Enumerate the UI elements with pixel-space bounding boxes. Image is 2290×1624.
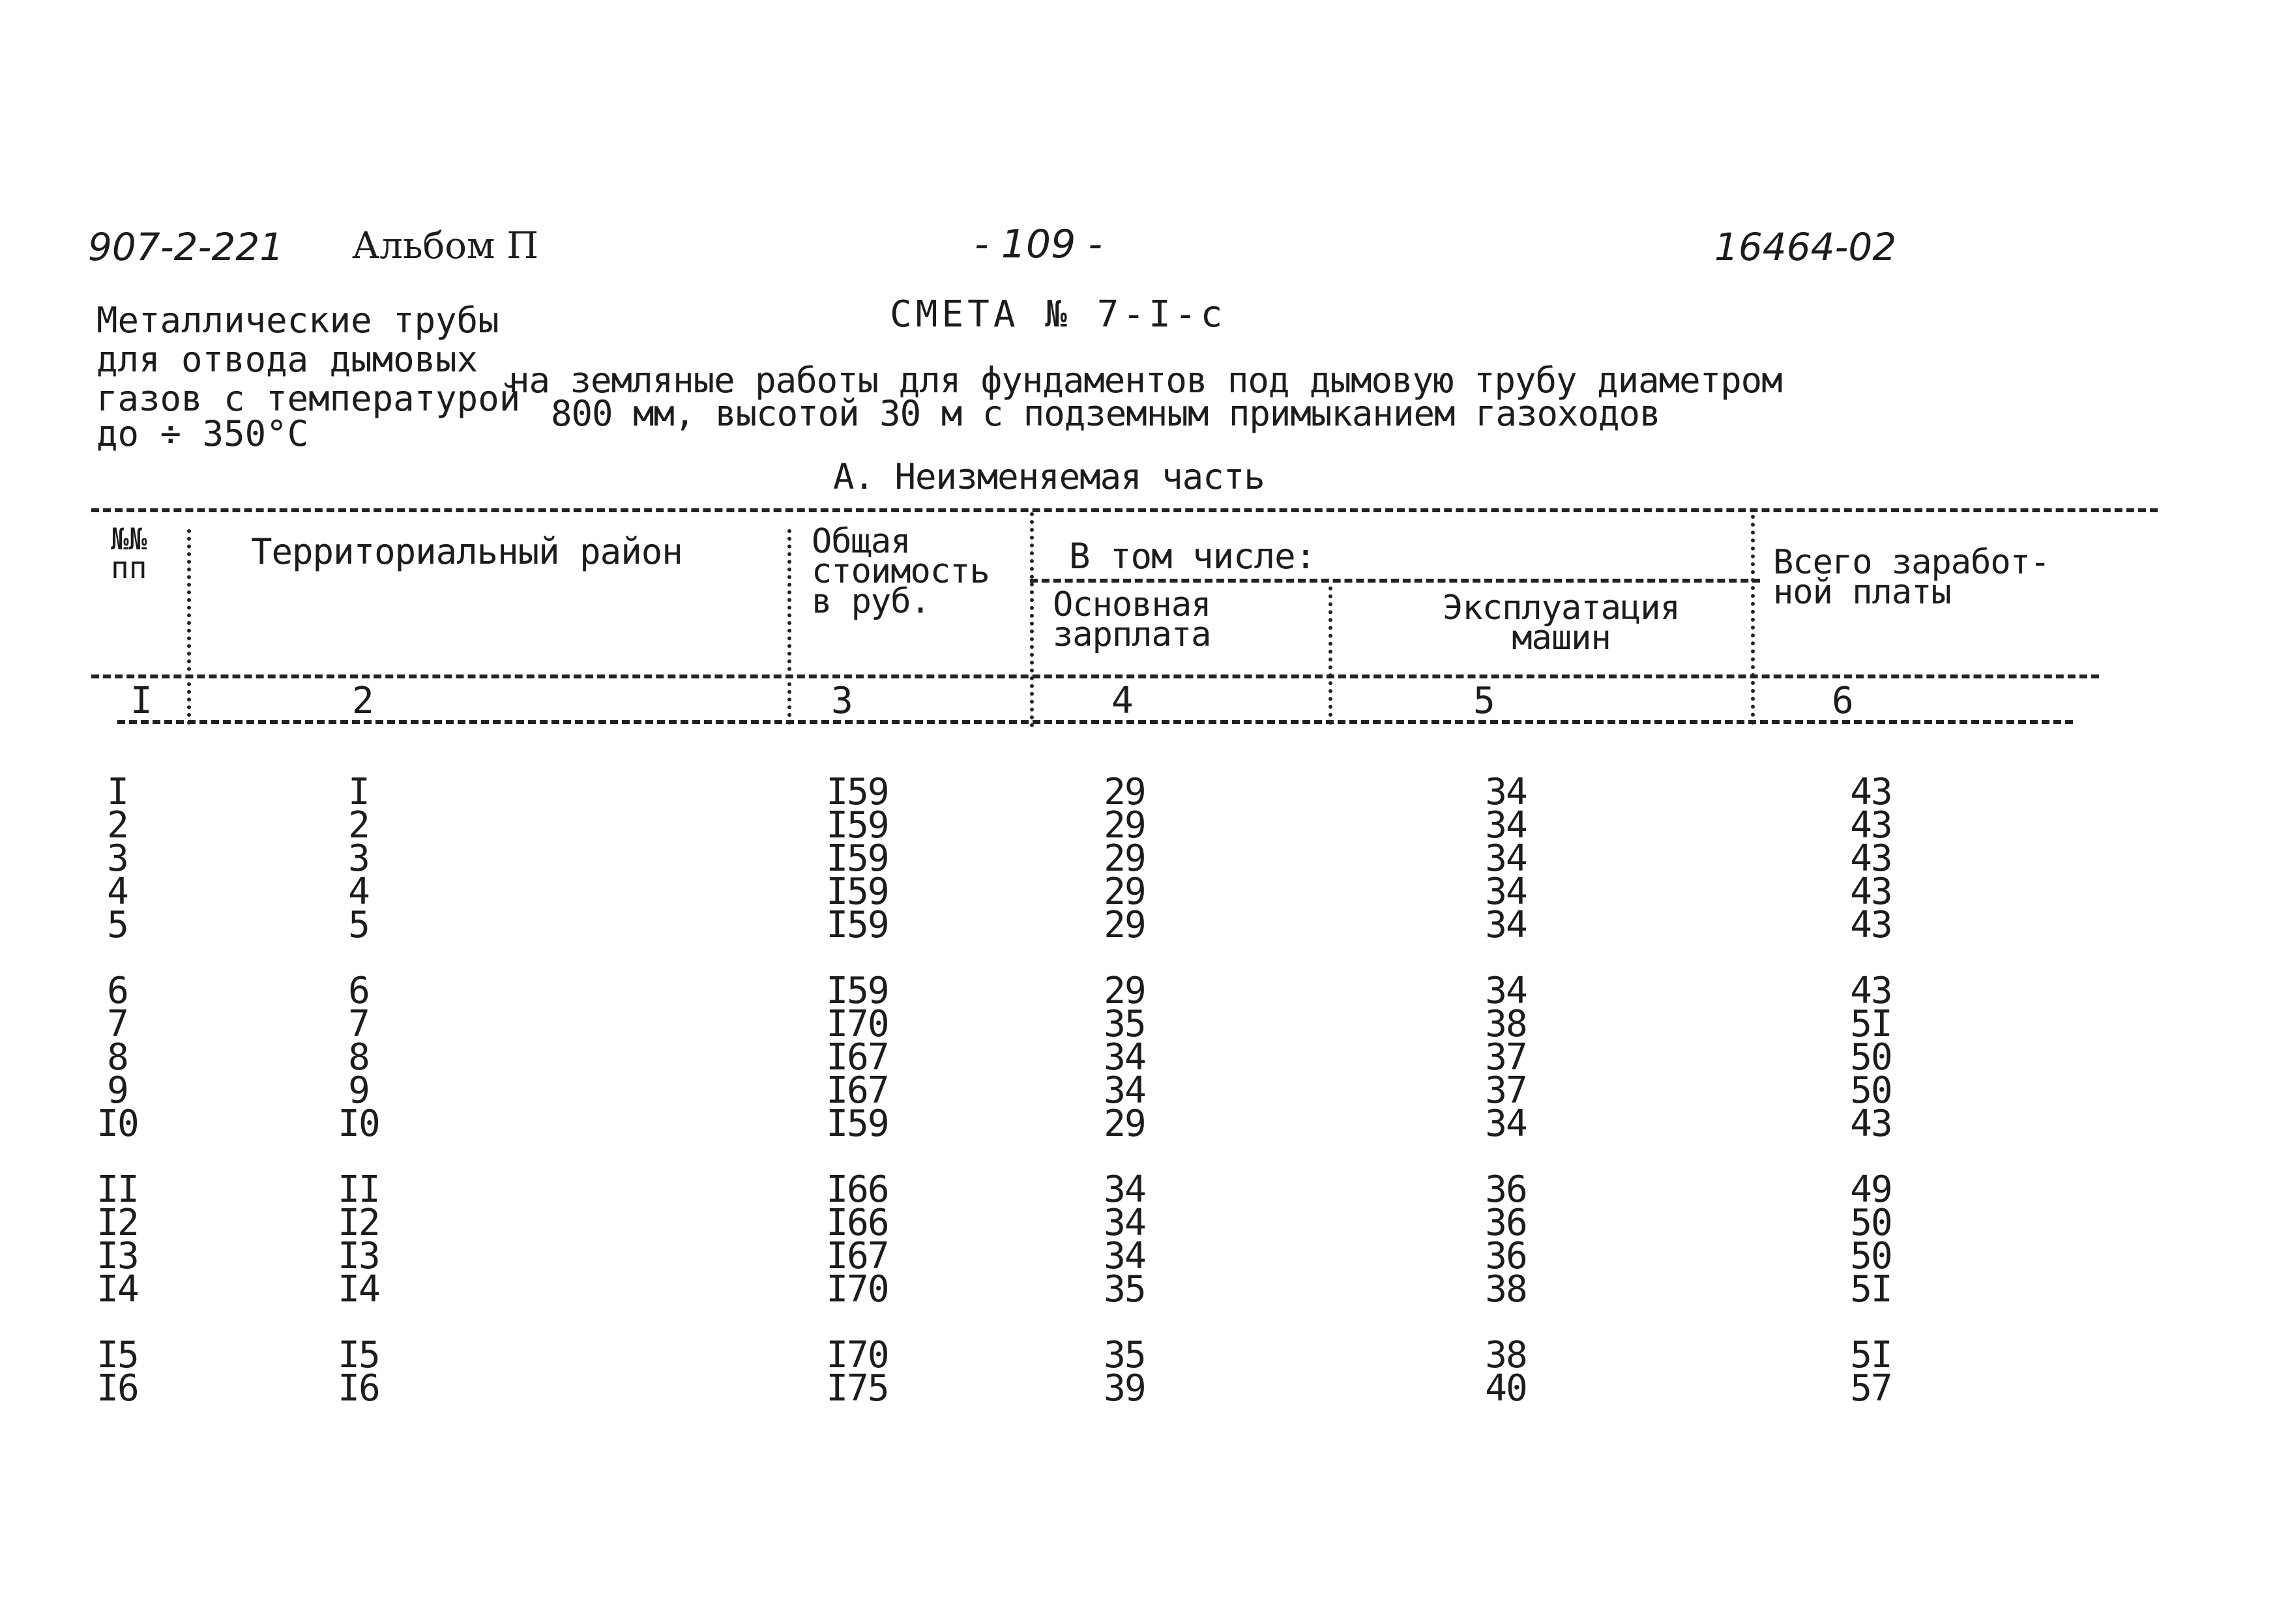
- section-title: А. Неизменяемая часть: [833, 456, 1265, 497]
- col-separator-2: [787, 529, 791, 725]
- col-number-3: 3: [831, 680, 853, 722]
- table-cell: 39: [1104, 1367, 1145, 1410]
- table-top-rule: [91, 508, 2158, 512]
- table-cell: 40: [1485, 1367, 1527, 1410]
- table-cell: 34: [1104, 1235, 1145, 1277]
- table-cell: 38: [1485, 1334, 1527, 1376]
- table-cell: I59: [826, 970, 888, 1012]
- col-number-4: 4: [1111, 680, 1134, 722]
- column-base-wage: [1089, 771, 1160, 1410]
- estimate-subtitle-line-2: 800 мм, высотой 30 м с подземным примыканием газоходов: [551, 393, 1660, 434]
- table-cell: 2: [348, 804, 369, 847]
- table-cell: I59: [826, 1103, 888, 1145]
- table-cell: 34: [1485, 871, 1527, 913]
- table-cell: II: [338, 1168, 379, 1211]
- table-cell: 5: [348, 904, 369, 946]
- side-note-line-4: до ÷ 350°С: [96, 413, 309, 454]
- incl-subheader-rule: [1030, 579, 1760, 583]
- table-cell: 35: [1104, 1003, 1145, 1045]
- table-cell: I67: [826, 1235, 888, 1277]
- table-cell: I3: [96, 1235, 138, 1277]
- table-cell: I6: [96, 1367, 138, 1410]
- table-cell: I70: [826, 1003, 888, 1045]
- header-region: Территориальный район: [251, 531, 683, 572]
- table-cell: 9: [107, 1069, 128, 1112]
- table-cell: 36: [1485, 1168, 1527, 1211]
- table-cell: 29: [1104, 771, 1145, 813]
- table-cell: I67: [826, 1036, 888, 1079]
- table-cell: 50: [1850, 1069, 1892, 1112]
- table-cell: 34: [1485, 1103, 1527, 1145]
- table-cell: 29: [1104, 1103, 1145, 1145]
- table-cell: 50: [1850, 1235, 1892, 1277]
- table-cell: 34: [1104, 1036, 1145, 1079]
- doc-number: 16464-02: [1714, 225, 1897, 269]
- table-cell: 36: [1485, 1202, 1527, 1244]
- table-cell: 34: [1104, 1202, 1145, 1244]
- album-label: Альбом П: [352, 225, 539, 267]
- table-cell: 43: [1850, 1103, 1892, 1145]
- table-cell: 29: [1104, 871, 1145, 913]
- col-number-1: I: [130, 680, 153, 722]
- table-cell: I6: [338, 1367, 379, 1410]
- table-cell: 43: [1850, 837, 1892, 880]
- table-cell: 35: [1104, 1334, 1145, 1376]
- table-cell: 34: [1485, 970, 1527, 1012]
- table-cell: 4: [107, 871, 128, 913]
- table-cell: 8: [348, 1036, 369, 1079]
- table-cell: 38: [1485, 1268, 1527, 1311]
- column-total-wages: [1835, 771, 1907, 1410]
- table-cell: 29: [1104, 904, 1145, 946]
- col-separator-3: [1030, 512, 1034, 727]
- col-separator-1: [187, 529, 191, 725]
- table-cell: 7: [107, 1003, 128, 1045]
- table-cell: I: [348, 771, 369, 813]
- table-cell: 3: [348, 837, 369, 880]
- table-cell: 43: [1850, 871, 1892, 913]
- estimate-title: СМЕТА № 7-I-с: [890, 293, 1227, 336]
- table-cell: 43: [1850, 771, 1892, 813]
- header-bottom-rule: [91, 674, 2099, 678]
- table-cell: 6: [107, 970, 128, 1012]
- column-machines: [1470, 771, 1542, 1410]
- table-cell: I59: [826, 837, 888, 880]
- side-note-line-1: Металлические трубы: [96, 300, 499, 341]
- col-number-rule: [117, 720, 2073, 724]
- table-cell: 7: [348, 1003, 369, 1045]
- col-separator-4: [1328, 587, 1332, 725]
- estimate-subtitle-line-1: на земляные работы для фундаментов под дымовую трубу диаметром: [508, 360, 1782, 401]
- table-cell: 6: [348, 970, 369, 1012]
- table-cell: 57: [1850, 1367, 1892, 1410]
- table-cell: 5I: [1850, 1268, 1892, 1311]
- table-cell: I67: [826, 1069, 888, 1112]
- table-cell: 5I: [1850, 1334, 1892, 1376]
- table-cell: I3: [338, 1235, 379, 1277]
- col-number-5: 5: [1473, 680, 1495, 722]
- table-cell: 5I: [1850, 1003, 1892, 1045]
- table-cell: 43: [1850, 970, 1892, 1012]
- table-cell: 34: [1485, 904, 1527, 946]
- table-cell: I4: [96, 1268, 138, 1311]
- table-cell: 50: [1850, 1036, 1892, 1079]
- table-cell: 36: [1485, 1235, 1527, 1277]
- table-cell: 8: [107, 1036, 128, 1079]
- side-note-line-2: для отвода дымовых: [96, 339, 478, 380]
- column-total-cost: [812, 771, 903, 1410]
- page-number: - 109 -: [975, 222, 1102, 267]
- table-cell: 38: [1485, 1003, 1527, 1045]
- col-separator-5: [1751, 515, 1755, 725]
- col-number-2: 2: [352, 680, 374, 722]
- table-cell: 34: [1104, 1168, 1145, 1211]
- table-cell: I4: [338, 1268, 379, 1311]
- table-cell: I0: [338, 1103, 379, 1145]
- header-machines: Эксплуатация машин: [1443, 588, 1680, 658]
- table-cell: 34: [1485, 837, 1527, 880]
- table-cell: 35: [1104, 1268, 1145, 1311]
- col-number-6: 6: [1832, 680, 1854, 722]
- header-total: Общая стоимость в руб.: [812, 522, 990, 621]
- table-cell: 4: [348, 871, 369, 913]
- table-cell: 29: [1104, 970, 1145, 1012]
- column-row-number: [81, 771, 153, 1410]
- table-cell: I59: [826, 804, 888, 847]
- table-cell: 9: [348, 1069, 369, 1112]
- table-cell: 43: [1850, 804, 1892, 847]
- project-code: 907-2-221: [88, 225, 284, 269]
- table-cell: 29: [1104, 804, 1145, 847]
- table-cell: I2: [338, 1202, 379, 1244]
- table-cell: 29: [1104, 837, 1145, 880]
- table-cell: I59: [826, 871, 888, 913]
- table-cell: 50: [1850, 1202, 1892, 1244]
- table-cell: 34: [1104, 1069, 1145, 1112]
- table-cell: I70: [826, 1334, 888, 1376]
- side-note-line-3: газов с температурой: [96, 378, 521, 419]
- table-cell: II: [96, 1168, 138, 1211]
- header-incl: В том числе:: [1069, 536, 1316, 577]
- table-cell: I2: [96, 1202, 138, 1244]
- table-cell: 49: [1850, 1168, 1892, 1211]
- table-cell: I59: [826, 771, 888, 813]
- header-base-wage: Основная зарплата: [1053, 585, 1211, 654]
- table-cell: 2: [107, 804, 128, 847]
- table-cell: 5: [107, 904, 128, 946]
- table-cell: I5: [338, 1334, 379, 1376]
- table-cell: 34: [1485, 804, 1527, 847]
- table-cell: I: [107, 771, 128, 813]
- table-cell: I0: [96, 1103, 138, 1145]
- column-region: [313, 771, 404, 1410]
- table-cell: 37: [1485, 1069, 1527, 1112]
- table-cell: I75: [826, 1367, 888, 1410]
- table-cell: I66: [826, 1202, 888, 1244]
- table-cell: I66: [826, 1168, 888, 1211]
- header-num: №№ пп: [111, 521, 147, 585]
- table-cell: 37: [1485, 1036, 1527, 1079]
- table-cell: 43: [1850, 904, 1892, 946]
- header-wages: Всего заработ- ной платы: [1773, 543, 2050, 612]
- table-cell: I5: [96, 1334, 138, 1376]
- table-cell: I70: [826, 1268, 888, 1311]
- table-cell: I59: [826, 904, 888, 946]
- table-cell: 34: [1485, 771, 1527, 813]
- table-cell: 3: [107, 837, 128, 880]
